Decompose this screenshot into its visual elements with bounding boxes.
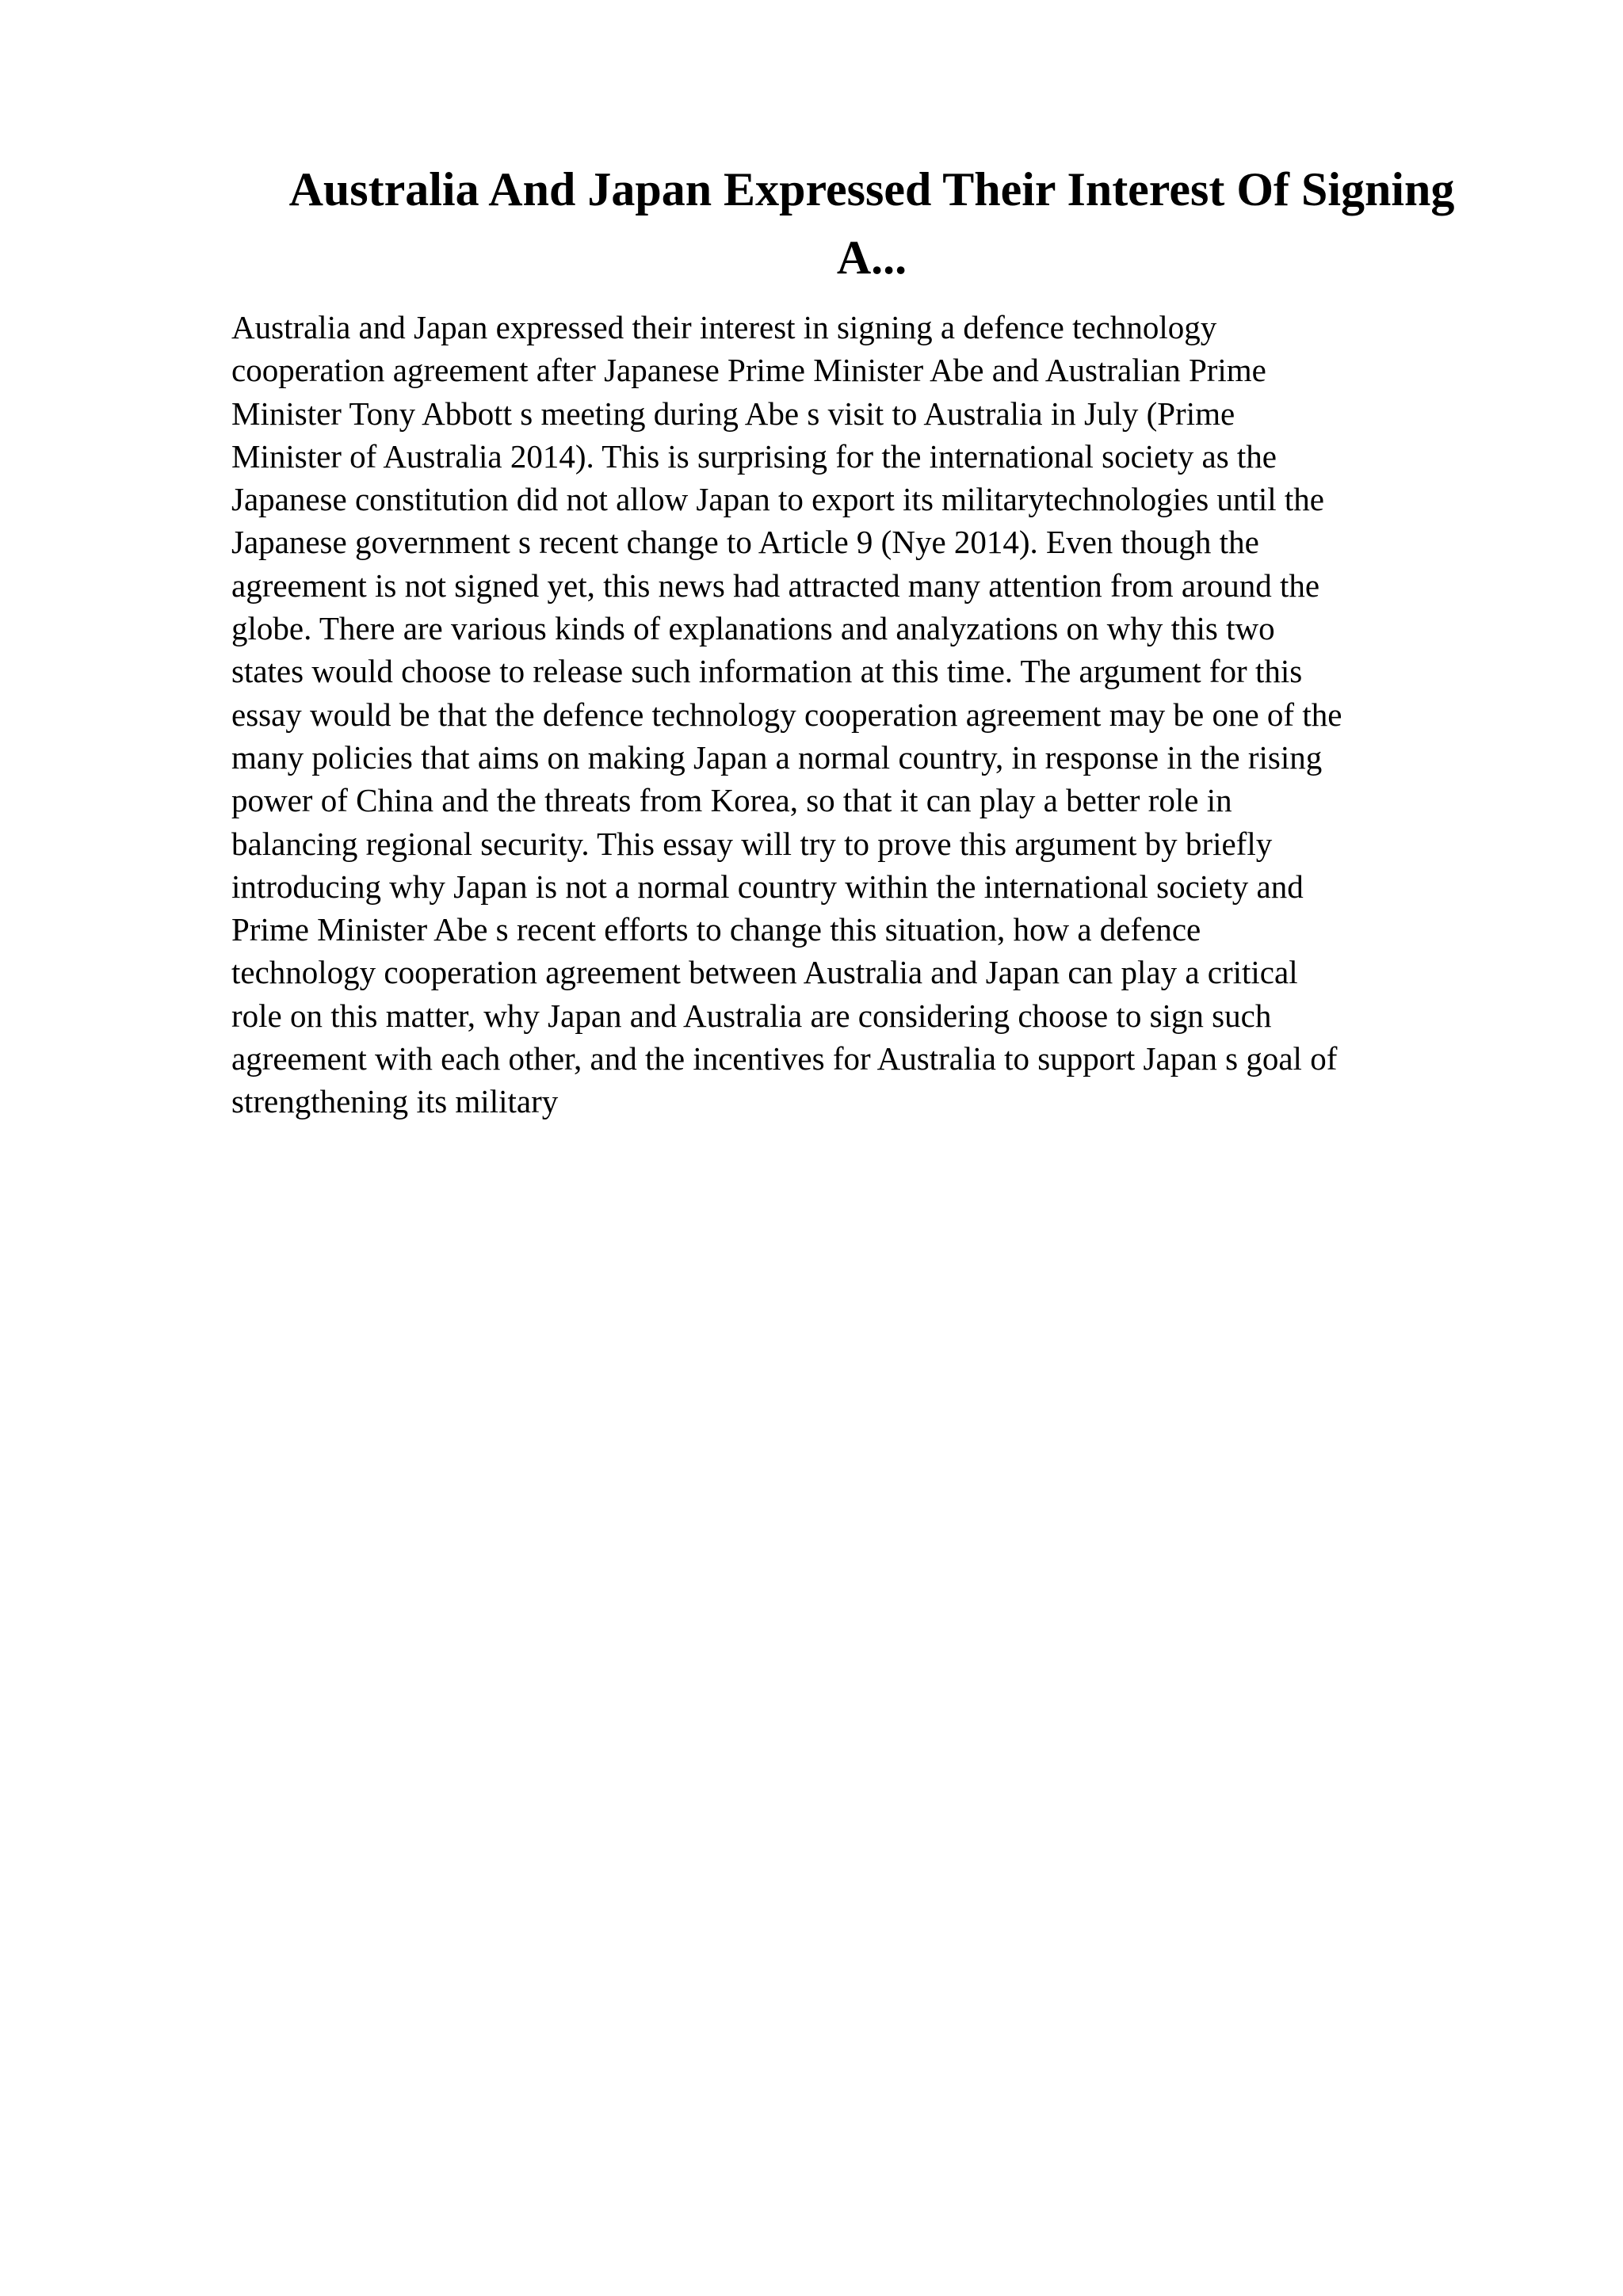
body-line: Australia and Japan expressed their interest in signing a defence technology [231,309,1217,345]
body-line: Prime Minister Abe s recent efforts to change this situation, how a defence [231,911,1201,948]
body-line: agreement with each other, and the incentives for Australia to support Japan s goal of [231,1040,1338,1077]
body-line: power of China and the threats from Korea, so that it can play a better role in [231,782,1232,819]
document-title [238,155,1506,292]
title-line: Australia And Japan Expressed Their Interest Of Signing [288,163,1455,215]
body-line: many policies that aims on making Japan a normal country, in response in the rising [231,738,1323,776]
body-line: technology cooperation agreement between Australia and Japan can play a critical [231,954,1298,991]
body-line: agreement is not signed yet, this news had attracted many attention from around the [231,566,1320,604]
body-line: cooperation agreement after Japanese Prime Minister Abe and Australian Prime [231,352,1266,389]
body-line: states would choose to release such information at this time. The argument for this [231,653,1303,690]
body-line: Minister Tony Abbott s meeting during Abe s visit to Australia in July (Prime [231,395,1235,432]
body-line: strengthening its military [231,1083,559,1120]
body-line: Japanese constitution did not allow Japan to export its militarytechnologies until the [231,481,1324,518]
body-line: introducing why Japan is not a normal country within the international society and [231,868,1304,905]
body-line: balancing regional security. This essay will try to prove this argument by briefly [231,825,1273,862]
body-line: role on this matter, why Japan and Australia are considering choose to sign such [231,997,1272,1034]
body-line: essay would be that the defence technology cooperation agreement may be one of the [231,696,1342,733]
body-line: globe. There are various kinds of explanations and analyzations on why this two [231,610,1275,647]
body-line: Minister of Australia 2014). This is surprising for the international society as the [231,437,1277,475]
title-line: A... [836,231,907,284]
body-line: Japanese government s recent change to Article 9 (Nye 2014). Even though the [231,524,1259,561]
body-paragraph [231,306,1515,1123]
